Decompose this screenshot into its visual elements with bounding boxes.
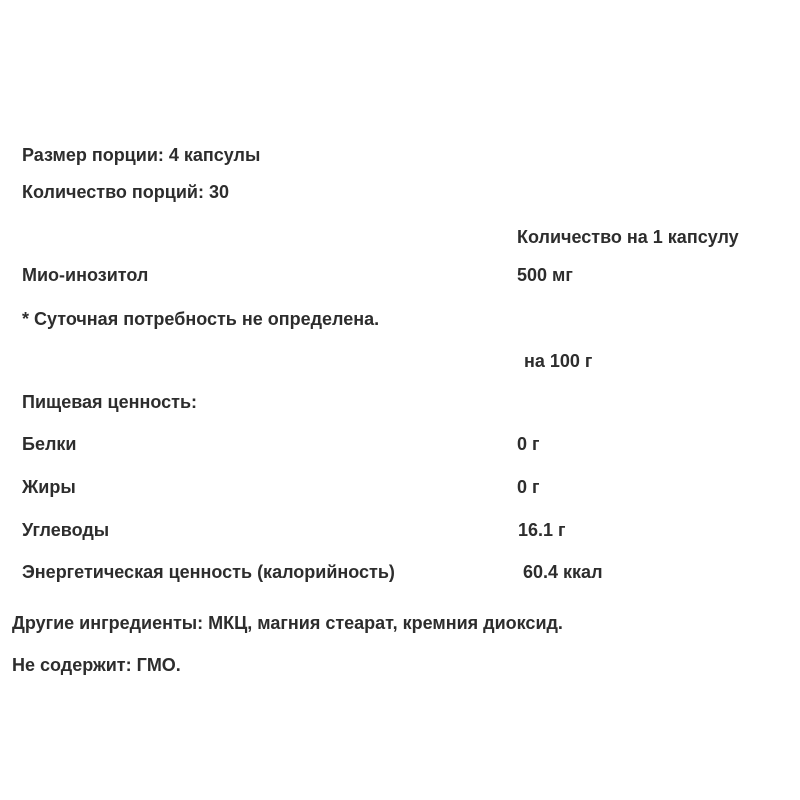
nutrition-row-protein-amount: 0 г: [517, 434, 540, 454]
nutrition-row-energy-amount: 60.4 ккал: [523, 562, 603, 582]
nutrition-row-carbs-name: Углеводы: [22, 520, 110, 540]
amount-per-capsule-header: Количество на 1 капсулу: [517, 227, 739, 247]
nutrition-row-protein-name: Белки: [22, 434, 77, 454]
nutrition-row-fat-amount: 0 г: [517, 477, 540, 497]
per-100g-header: на 100 г: [524, 351, 593, 371]
nutrition-row-carbs-amount: 16.1 г: [518, 520, 566, 540]
nutrition-row-fat-name: Жиры: [22, 477, 76, 497]
servings-per-container-text: Количество порций: 30: [22, 182, 229, 202]
ingredient-name: Мио-инозитол: [22, 265, 149, 285]
does-not-contain-text: Не содержит: ГМО.: [12, 655, 181, 675]
ingredient-amount: 500 мг: [517, 265, 573, 285]
other-ingredients-text: Другие ингредиенты: МКЦ, магния стеарат, кремния диоксид.: [12, 613, 563, 633]
daily-value-footnote: * Суточная потребность не определена.: [22, 309, 380, 329]
serving-size-text: Размер порции: 4 капсулы: [22, 145, 261, 165]
nutrition-row-energy-name: Энергетическая ценность (калорийность): [22, 562, 395, 582]
nutrition-section-title: Пищевая ценность:: [22, 392, 198, 412]
